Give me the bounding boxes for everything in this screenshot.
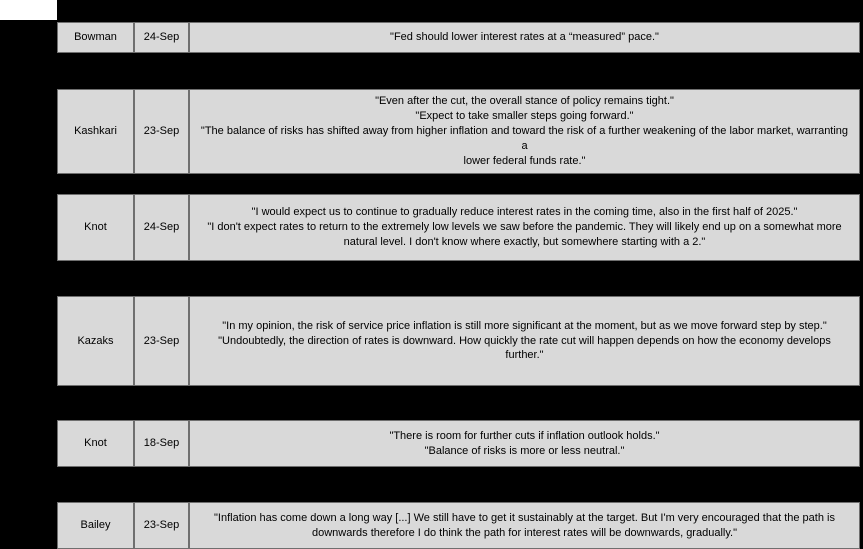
quote-lines [198, 205, 851, 250]
quote-line: "Undoubtedly, the direction of rates is downward. How quickly the rate cut will happen depends on how the economy develops further." [218, 334, 831, 362]
quote-lines [198, 319, 851, 364]
quote-cell [189, 420, 860, 467]
quote-line: downwards therefore I do think the path for interest rates will be downwards, gradually." [312, 526, 737, 539]
table-row [57, 420, 860, 467]
quote-lines [198, 429, 851, 459]
speaker-cell: Kazaks [57, 296, 134, 386]
speaker-cell: Kashkari [57, 89, 134, 174]
quote-line: "I don't expect rates to return to the extremely low levels we saw before the pandemic. They will likely end up on a somewhat more [207, 221, 842, 234]
table-row [57, 502, 860, 549]
blank-corner-box [0, 0, 57, 20]
quote-line: "In my opinion, the risk of service price inflation is still more significant at the moment, but as we move forward step by step." [222, 319, 827, 332]
speaker-cell: Bowman [57, 22, 134, 53]
date-cell: 24-Sep [134, 194, 189, 261]
date-cell: 23-Sep [134, 502, 189, 549]
quote-line: "Inflation has come down a long way [...] We still have to get it sustainably at the target. But I'm very encouraged that the path is [214, 511, 835, 524]
quote-line: "I would expect us to continue to gradually reduce interest rates in the coming time, also in the first half of 2025." [251, 206, 798, 219]
date-cell: 24-Sep [134, 22, 189, 53]
quote-cell [189, 296, 860, 386]
quote-line: lower federal funds rate." [463, 154, 586, 167]
quote-cell [189, 194, 860, 261]
quote-cell [189, 502, 860, 549]
table-row [57, 22, 860, 53]
quote-line: "There is room for further cuts if inflation outlook holds." [389, 429, 660, 442]
table-row [57, 194, 860, 261]
date-cell: 18-Sep [134, 420, 189, 467]
quote-lines [198, 30, 851, 45]
quote-line: natural level. I don't know where exactly, but somewhere starting with a 2." [343, 235, 706, 248]
quote-lines [198, 511, 851, 541]
date-cell: 23-Sep [134, 296, 189, 386]
table-row [57, 296, 860, 386]
speaker-cell: Knot [57, 194, 134, 261]
quote-cell [189, 89, 860, 174]
speaker-cell: Bailey [57, 502, 134, 549]
table-row [57, 89, 860, 174]
quote-lines [198, 94, 851, 168]
date-cell: 23-Sep [134, 89, 189, 174]
quote-cell [189, 22, 860, 53]
speaker-cell: Knot [57, 420, 134, 467]
quote-line: "The balance of risks has shifted away from higher inflation and toward the risk of a further weakening of the labor market, warranting a [200, 125, 849, 152]
quote-line: "Balance of risks is more or less neutral." [424, 444, 625, 457]
quote-line: "Fed should lower interest rates at a “measured” pace." [390, 31, 659, 44]
quote-line: "Even after the cut, the overall stance of policy remains tight." [375, 95, 674, 108]
quote-line: "Expect to take smaller steps going forward." [415, 110, 634, 123]
